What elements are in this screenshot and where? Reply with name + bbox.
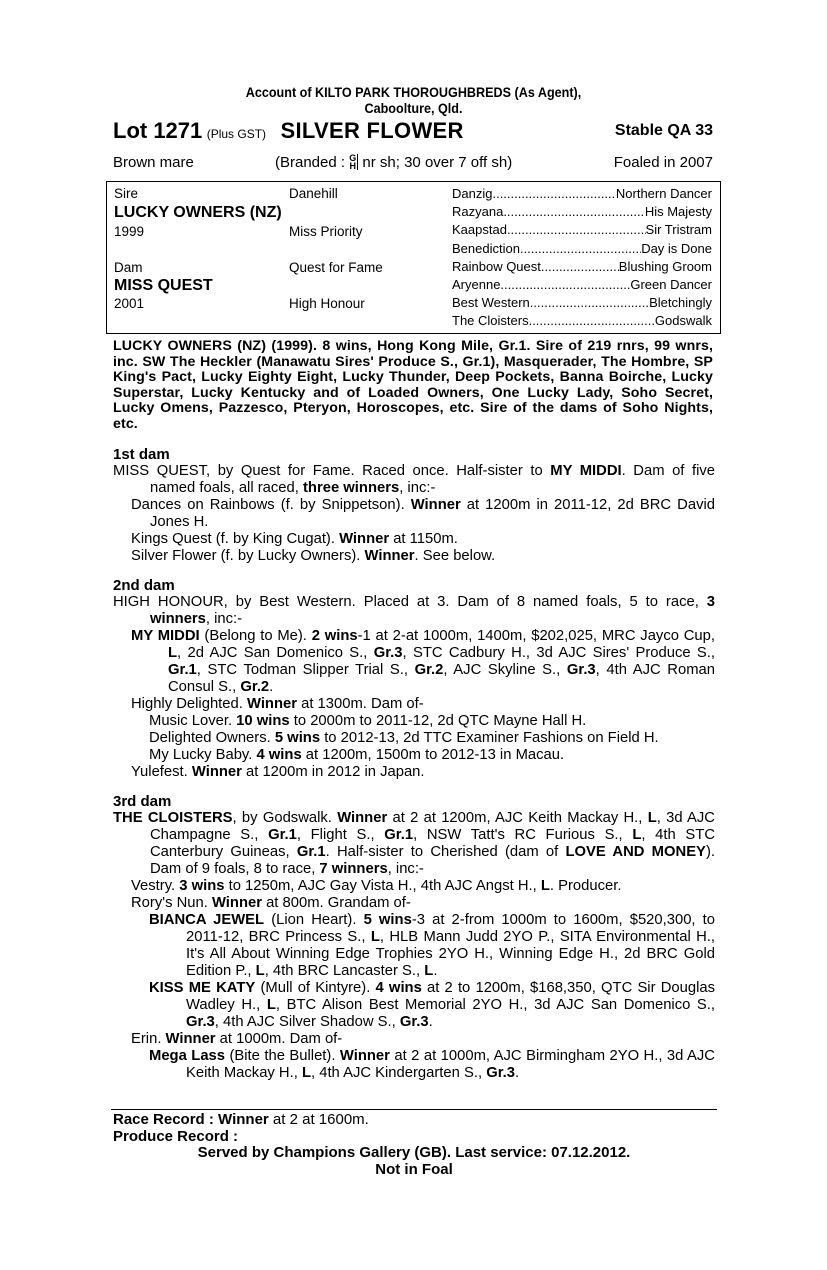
brand-top: G: [349, 153, 357, 163]
text: , 4th AJC Roman Consul S.,: [168, 662, 716, 695]
ancestor-sire: Sir Tristram: [645, 222, 712, 238]
bold-text: 2 wins: [311, 628, 358, 644]
pedigree-entry: [113, 980, 715, 1031]
pedigree-entry: [113, 594, 715, 628]
pedigree-entry: [113, 548, 715, 565]
sire-dam: Miss Priority: [289, 224, 363, 239]
bold-text: L: [647, 810, 657, 826]
race-record-detail: at 2 at 1600m.: [272, 1111, 369, 1128]
text: Delighted Owners.: [149, 730, 275, 746]
foal-status: Not in Foal: [375, 1160, 453, 1178]
pedigree-entry: [113, 713, 715, 730]
text: , BTC Alison Best Memorial 2YO H., 3d AJC San Domenico S.,: [275, 997, 716, 1013]
text: .: [269, 679, 274, 695]
text: . Producer.: [549, 878, 622, 894]
dot-leader: [492, 186, 615, 201]
pedigree-entry: [113, 531, 715, 548]
bold-text: Gr.3: [399, 1014, 429, 1030]
text: -3 at 2-from 1000m to 1600m, $520,300, to 2011-12, BRC Princess S.,: [186, 912, 716, 945]
bold-text: L: [540, 878, 550, 894]
sire-sire: Danehill: [289, 186, 338, 201]
ancestor-horse: Best Western: [452, 295, 530, 311]
text: Kings Quest (f. by King Cugat).: [131, 531, 340, 547]
text: Yulefest.: [131, 764, 192, 780]
pedigree-entry: [113, 764, 715, 781]
ancestor-horse: Danzig: [452, 186, 493, 201]
ancestor-horse: Kaapstad: [452, 222, 507, 238]
brand-mark: [349, 154, 358, 170]
text: to 2000m to 2011-12, 2d QTC Mayne Hall H.: [289, 713, 587, 729]
pedigree-entry: [113, 895, 715, 912]
bold-text: LOVE AND MONEY: [565, 844, 706, 860]
bold-text: Winner: [246, 696, 297, 712]
text: (Lion Heart).: [264, 912, 364, 928]
bold-text: Gr.3: [186, 1014, 215, 1030]
ancestor-row: [452, 241, 712, 256]
stable-number: Stable QA 33: [614, 122, 713, 139]
text: , inc:-: [387, 861, 424, 877]
text: at 1150m.: [389, 531, 458, 547]
vendor-line: Account of KILTO PARK THOROUGHBREDS (As Agent),: [245, 84, 582, 100]
lot-details-row: [113, 154, 713, 171]
divider: [111, 1109, 717, 1110]
text: .: [515, 1065, 520, 1081]
text: Music Lover.: [149, 713, 237, 729]
dam-dam: High Honour: [289, 296, 365, 311]
text: , 4th AJC Silver Shadow S.,: [214, 1014, 400, 1030]
bold-text: L: [301, 1065, 311, 1081]
ancestor-horse: Benediction: [452, 240, 520, 256]
text: , by Godswalk.: [232, 810, 338, 826]
race-record: [113, 1112, 715, 1129]
bold-text: Winner: [337, 810, 388, 826]
vendor-location: Caboolture, Qld.: [364, 100, 463, 116]
text: , NSW Tatt's RC Furious S.,: [413, 827, 633, 843]
ancestor-sire: His Majesty: [644, 204, 712, 220]
sire-name: LUCKY OWNERS (NZ): [114, 204, 282, 221]
bold-text: Gr.1: [268, 827, 297, 843]
section-heading: 3rd dam: [113, 793, 172, 810]
text: , 3d AJC Champagne S.,: [150, 810, 715, 843]
bold-text: L: [168, 645, 178, 661]
section-heading: 2nd dam: [113, 577, 175, 594]
text: Vestry.: [131, 878, 180, 894]
lot-number: Lot 1271: [113, 118, 203, 143]
ancestor-sire: Green Dancer: [630, 277, 712, 292]
text: at 2 at 1200m, AJC Keith Mackay H.,: [387, 810, 648, 826]
text: to 2012-13, 2d TTC Examiner Fashions on Field H.: [320, 730, 659, 746]
text: HIGH HONOUR, by Best Western. Placed at 3. Dam of 8 named foals, 5 to race,: [113, 594, 707, 610]
gst-note: (Plus GST): [206, 127, 267, 141]
ancestor-row: [452, 186, 712, 201]
ancestor-sire: Day is Done: [641, 240, 712, 256]
dot-leader: [529, 313, 655, 328]
race-record-result: Winner: [218, 1111, 269, 1128]
bold-text: Gr.3: [373, 645, 403, 661]
sire-summary: LUCKY OWNERS (NZ) (1999). 8 wins, Hong Kong Mile, Gr.1. Sire of 219 rnrs, 99 wnrs, inc. SW The Heckler (Manawatu Sires' Produce S., Gr.1), Masquerader, The Hombre, SP King's Pact, Lucky Eighty Eight, Lucky Thunder, Deep Pockets, Banna Boirche, Lucky Superstar, Lucky Kentucky and of Loaded Owners, One Lucky Lady, Soho Secret, Lucky Omens, Pazzesco, Pteryon, Horoscopes, etc. Sire of the dams of Soho Nights, etc.: [113, 338, 713, 432]
sire-year: 1999: [114, 224, 145, 239]
bold-text: 5 wins: [274, 730, 321, 746]
bold-text: three winners: [302, 480, 400, 496]
text: MISS QUEST, by Quest for Fame. Raced once. Half-sister to: [113, 463, 551, 479]
records: [113, 1112, 715, 1178]
text: (Mull of Kintyre).: [255, 980, 376, 996]
text: at 1200m in 2011-12, 2d BRC David Jones H.: [150, 497, 715, 530]
foaled-year: Foaled in 2007: [613, 154, 713, 171]
text: , inc:-: [205, 611, 243, 627]
bold-text: Winner: [211, 895, 262, 911]
bold-text: 4 wins: [256, 747, 302, 763]
bold-text: 7 winners: [319, 861, 388, 877]
pedigree-entry: [113, 696, 715, 713]
section-heading: 1st dam: [113, 446, 170, 463]
horse-name: SILVER FLOWER: [280, 118, 464, 143]
text: . Half-sister to Cherished (dam of: [325, 844, 566, 860]
pedigree-entry: [113, 730, 715, 747]
bold-text: Winner: [191, 764, 242, 780]
dot-leader: [507, 222, 646, 237]
text: at 1000m. Dam of-: [215, 1031, 343, 1047]
bold-text: 5 wins: [363, 912, 412, 928]
pedigree-entry: [113, 497, 715, 531]
text: , inc:-: [399, 480, 436, 496]
dam-label: Dam: [114, 260, 143, 275]
bold-text: Winner: [339, 1048, 390, 1064]
ancestor-sire: Bletchingly: [649, 295, 712, 311]
text: Highly Delighted.: [131, 696, 247, 712]
brand-info: [275, 154, 512, 171]
text: , 4th STC Canterbury Guineas,: [150, 827, 716, 860]
pedigree-entry: [113, 810, 715, 878]
dot-leader: [503, 204, 645, 219]
bold-text: MY MIDDI: [550, 463, 622, 479]
ancestor-row: [452, 313, 712, 328]
bold-text: Gr.1: [168, 662, 197, 678]
text: at 1300m. Dam of-: [297, 696, 424, 712]
ancestor-row: [452, 259, 712, 274]
text: , AJC Skyline S.,: [443, 662, 567, 678]
bold-text: MY MIDDI: [131, 628, 200, 644]
text: Rory's Nun.: [131, 895, 212, 911]
ancestor-row: [452, 204, 712, 219]
text: , HLB Mann Judd 2YO P., SITA Environmental H., It's All About Winning Edge Trophies 2YO H., Winning Edge H., 2d BRC Gold Edition P.,: [186, 929, 715, 979]
bold-text: Winner: [364, 548, 415, 564]
bold-text: KISS ME KATY: [149, 980, 256, 996]
ancestor-horse: The Cloisters: [452, 313, 529, 329]
text: ). Dam of 9 foals, 8 to race,: [150, 844, 715, 877]
text: .: [433, 963, 438, 979]
race-record-label: Race Record :: [113, 1111, 214, 1128]
sire-label: Sire: [114, 186, 139, 201]
bold-text: 3 winners: [150, 594, 715, 627]
bold-text: Winner: [339, 531, 390, 547]
text: , 4th AJC Kindergarten S.,: [311, 1065, 487, 1081]
ancestor-row: [452, 295, 712, 310]
bold-text: Gr.3: [486, 1065, 515, 1081]
text: , STC Todman Slipper Trial S.,: [196, 662, 415, 678]
service-info: Served by Champions Gallery (GB). Last service: 07.12.2012.: [197, 1144, 631, 1161]
produce-record-label: Produce Record :: [113, 1127, 239, 1145]
bold-text: 4 wins: [375, 980, 422, 996]
text: (Belong to Me).: [199, 628, 312, 644]
text: . See below.: [414, 548, 496, 564]
bold-text: L: [424, 963, 434, 979]
ancestor-row: [452, 222, 712, 237]
text: at 1200m in 2012 in Japan.: [241, 764, 425, 780]
pedigree-entry: [113, 1048, 715, 1082]
text: at 1200m, 1500m to 2012-13 in Macau.: [301, 747, 565, 763]
bold-text: L: [632, 827, 642, 843]
ancestor-horse: Razyana: [452, 204, 504, 220]
ancestor-horse: Aryenne: [452, 277, 501, 292]
bold-text: BIANCA JEWEL: [149, 912, 265, 928]
dam-year: 2001: [114, 296, 145, 311]
bold-text: Winner: [165, 1031, 216, 1047]
bold-text: L: [255, 963, 265, 979]
bold-text: Gr.2: [414, 662, 444, 678]
ancestor-sire: Northern Dancer: [615, 186, 712, 201]
ancestor-sire: Blushing Groom: [618, 258, 712, 274]
brand-suffix: nr sh; 30 over 7 off sh): [362, 154, 513, 171]
bold-text: L: [266, 997, 276, 1013]
bold-text: Gr.2: [240, 679, 270, 695]
text: at 2 to 1200m, $168,350, QTC Sir Douglas Wadley H.,: [186, 980, 715, 1013]
pedigree-entry: [113, 747, 715, 764]
pedigree-table: [106, 181, 721, 334]
bold-text: Gr.1: [296, 844, 326, 860]
dam-name: MISS QUEST: [114, 277, 213, 294]
dot-leader: [500, 277, 630, 292]
pedigree-entry: [113, 1031, 715, 1048]
pedigree-entry: [113, 463, 715, 497]
text: .: [428, 1014, 433, 1030]
bold-text: Gr.1: [384, 827, 414, 843]
text: to 1250m, AJC Gay Vista H., 4th AJC Angst H.,: [224, 878, 541, 894]
brand-prefix: (Branded :: [275, 154, 346, 171]
dam-sire: Quest for Fame: [289, 260, 383, 275]
bold-text: THE CLOISTERS: [113, 810, 233, 826]
ancestor-row: [452, 277, 712, 292]
dot-leader: [541, 259, 619, 274]
ancestor-sire: Godswalk: [654, 313, 712, 329]
bold-text: Winner: [410, 497, 461, 513]
bold-text: 3 wins: [179, 878, 225, 894]
dot-leader: [530, 295, 649, 310]
bold-text: 10 wins: [236, 713, 290, 729]
dot-leader: [520, 241, 641, 256]
text: at 800m. Grandam of-: [261, 895, 411, 911]
bold-text: Gr.3: [566, 662, 596, 678]
pedigree-entry: [113, 878, 715, 895]
text: , 4th BRC Lancaster S.,: [264, 963, 425, 979]
text: Erin.: [131, 1031, 166, 1047]
text: , Flight S.,: [296, 827, 385, 843]
horse-description: Brown mare: [113, 154, 194, 171]
text: (Bite the Bullet).: [225, 1048, 340, 1064]
text: My Lucky Baby.: [149, 747, 257, 763]
text: at 2 at 1000m, AJC Birmingham 2YO H., 3d AJC Keith Mackay H.,: [186, 1048, 715, 1081]
text: , 2d AJC San Domenico S.,: [177, 645, 374, 661]
pedigree-entry: [113, 912, 715, 980]
pedigree-body: [113, 446, 715, 1082]
ancestor-horse: Rainbow Quest: [452, 258, 541, 274]
text: , STC Cadbury H., 3d AJC Sires' Produce S.,: [402, 645, 715, 661]
pedigree-entry: [113, 628, 715, 696]
text: -1 at 2-at 1000m, 1400m, $202,025, MRC Jayco Cup,: [357, 628, 715, 644]
brand-bottom: H: [349, 161, 356, 171]
bold-text: Mega Lass: [149, 1048, 226, 1064]
text: Silver Flower (f. by Lucky Owners).: [131, 548, 365, 564]
text: . Dam of five named foals, all raced,: [150, 463, 715, 496]
text: Dances on Rainbows (f. by Snippetson).: [131, 497, 411, 513]
bold-text: L: [370, 929, 380, 945]
lot-title-row: [113, 118, 713, 144]
